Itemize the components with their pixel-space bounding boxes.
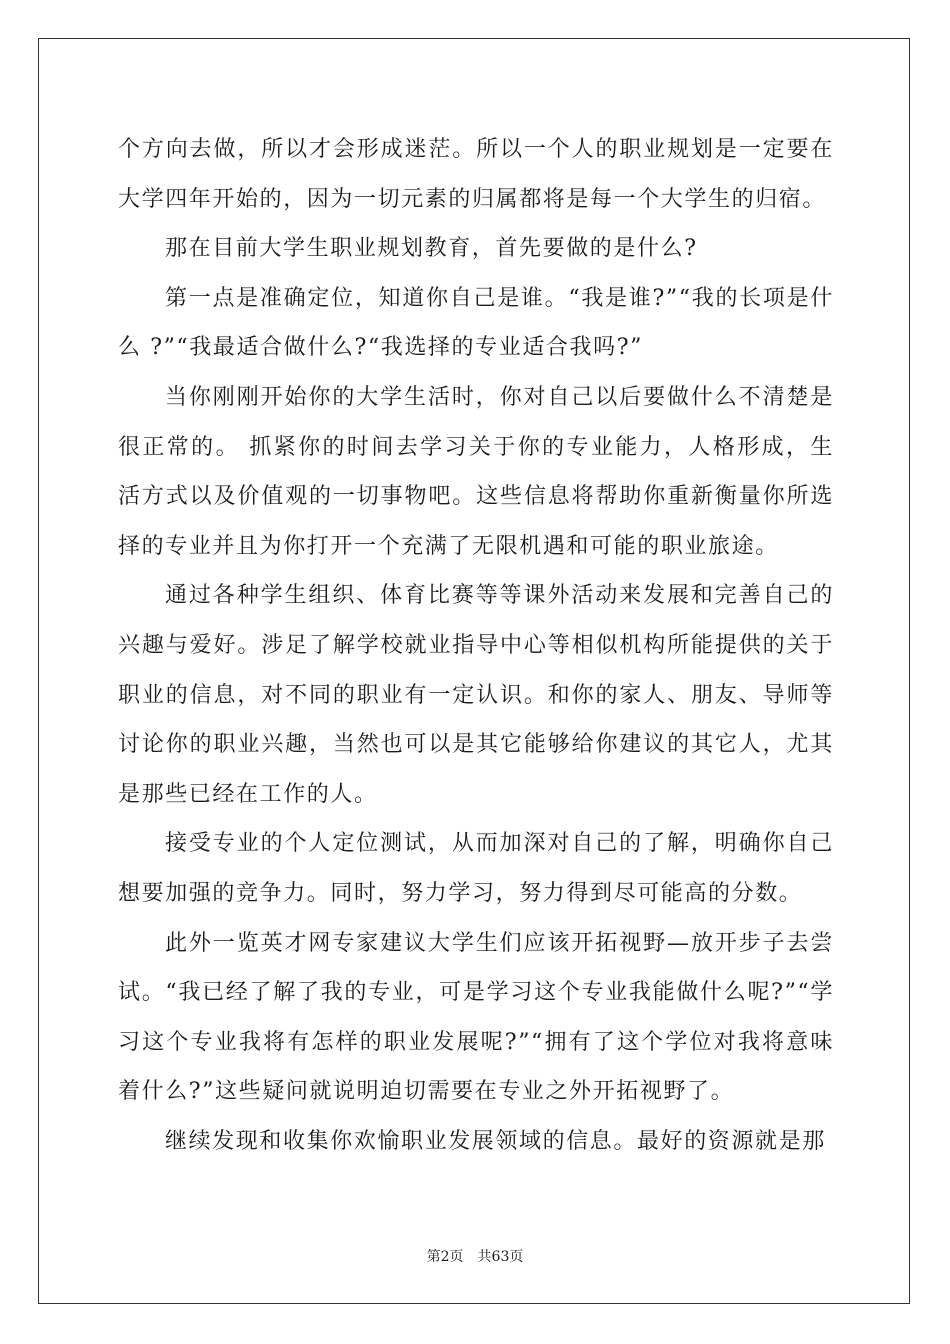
paragraph: 那在目前大学生职业规划教育，首先要做的是什么? xyxy=(165,236,698,262)
paragraph: 接受专业的个人定位测试，从而加深对自己的了解，明确你自己想要加强的竞争力。同时，努力学习，努力得到尽可能高的分数。 xyxy=(118,831,834,906)
paragraph: 通过各种学生组织、体育比赛等等课外活动来发展和完善自己的兴趣与爱好。涉足了解学校就业指导中心等相似机构所能提供的关于职业的信息，对不同的职业有一定认识。和你的家人、朋友、导师等讨论你的职业兴趣，当然也可以是其它能够给你建议的其它人，尤其是那些已经在工作的人。 xyxy=(118,583,834,807)
paragraph: 第一点是准确定位，知道你自己是谁。“我是谁?”“我的长项是什么 ?”“我最适合做什么?“我选择的专业适合我吗?” xyxy=(118,285,834,361)
page-footer xyxy=(0,1246,950,1266)
paragraph: 此外一览英才网专家建议大学生们应该开拓视野—放开步子去尝试。“我已经了解了我的专业，可是学习这个专业我能做什么呢?”“学习这个专业我将有怎样的职业发展呢?”“拥有了这个学位对我将意味着什么?”这些疑问就说明迫切需要在专业之外开拓视野了。 xyxy=(118,930,834,1105)
paragraph: 个方向去做，所以才会形成迷茫。所以一个人的职业规划是一定要在大学四年开始的，因为一切元素的归属都将是每一个大学生的归宿。 xyxy=(118,137,834,212)
page-number: 第2页 xyxy=(426,1249,464,1265)
page-total: 共63页 xyxy=(477,1249,524,1265)
document-body xyxy=(118,125,834,1166)
paragraph: 当你刚刚开始你的大学生活时，你对自己以后要做什么不清楚是很正常的。 抓紧你的时间去学习关于你的专业能力，人格形成，生活方式以及价值观的一切事物吧。这些信息将帮助你重新衡量你所选择的专业并且为你打开一个充满了无限机遇和可能的职业旅途。 xyxy=(118,384,834,559)
paragraph: 继续发现和收集你欢愉职业发展领域的信息。最好的资源就是那 xyxy=(165,1128,826,1154)
